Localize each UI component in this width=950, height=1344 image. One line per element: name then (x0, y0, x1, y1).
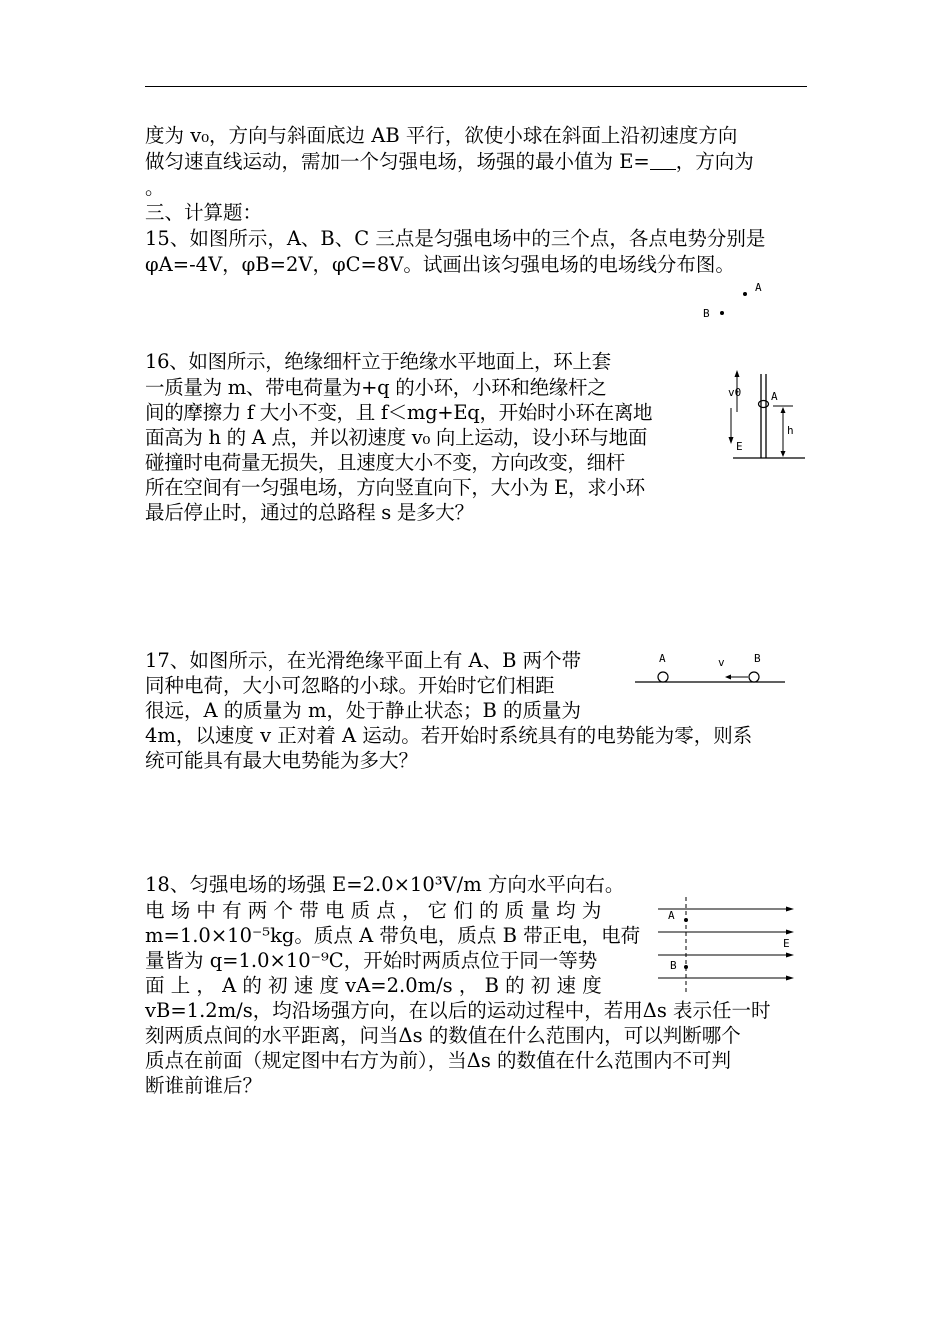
ring (759, 401, 769, 408)
q18-line-9: 断谁前谁后？ (145, 1074, 263, 1097)
q17-figure (630, 648, 790, 693)
particle-b (684, 965, 688, 969)
header-rule (145, 86, 807, 87)
particle-a-label: A (668, 909, 675, 922)
h-label: h (787, 424, 794, 437)
field-arrow-1 (786, 907, 794, 912)
q18-line-7: 刻两质点间的水平距离，问当Δs 的数值在什么范围内，可以判断哪个 (145, 1024, 741, 1047)
q18-line-5: 面 上 ， A 的 初 速 度 vA=2.0m/s ， B 的 初 速 度 (145, 974, 602, 997)
h-arrowhead-top (781, 407, 786, 413)
point-b-label: B (703, 307, 710, 320)
field-arrow-3 (786, 953, 794, 958)
point-a-dot (743, 292, 747, 296)
q18-line-4: 量皆为 q=1.0×10⁻⁹C，开始时两质点位于同一等势 (145, 949, 598, 972)
q16-line-6: 所在空间有一匀强电场，方向竖直向下，大小为 E，求小环 (145, 476, 645, 499)
q15-line-2-tail: 试画出该匀强电场的电场线分布图。 (422, 253, 735, 276)
q16-line-3: 间的摩擦力 f 大小不变，且 f＜mg+Eq，开始时小环在离地 (145, 401, 653, 424)
ball-b (749, 672, 759, 682)
ball-a-label: A (659, 652, 666, 665)
q18-line-1: 18、匀强电场的场强 E=2.0×10³V/m 方向水平向右。 (145, 873, 625, 896)
q16-line-4: 面高为 h 的 A 点，并以初速度 v₀ 向上运动，设小环与地面 (145, 426, 648, 449)
q16-line-5: 碰撞时电荷量无损失，且速度大小不变，方向改变，细杆 (145, 451, 626, 474)
particle-a (684, 918, 688, 922)
q17-line-2: 同种电荷，大小可忽略的小球。开始时它们相距 (145, 674, 555, 697)
q18-line-2: 电 场 中 有 两 个 带 电 质 点 ， 它 们 的 质 量 均 为 (145, 899, 602, 922)
point-a-label: A (771, 390, 778, 403)
q16-line-1: 16、如图所示，绝缘细杆立于绝缘水平地面上，环上套 (145, 350, 611, 373)
section-heading: 三、计算题： (145, 201, 263, 224)
field-arrow-4 (786, 976, 794, 981)
intro-line-2-tail: ，方向为 (675, 150, 754, 173)
field-arrow-2 (786, 930, 794, 935)
q16-line-2: 一质量为 m、带电荷量为+q 的小环，小环和绝缘杆之 (145, 376, 607, 399)
q16-line-7: 最后停止时，通过的总路程 s 是多大？ (145, 501, 474, 524)
point-b-dot (720, 311, 724, 315)
answer-blank[interactable] (650, 153, 676, 170)
velocity-arrowhead (725, 675, 731, 680)
e-arrowhead (729, 437, 734, 444)
v0-label: v0 (728, 386, 742, 399)
intro-line-2 (145, 149, 754, 174)
intro-line-1: 度为 v₀，方向与斜面底边 AB 平行，欲使小球在斜面上沿初速度方向 (145, 124, 738, 147)
q18-line-3: m=1.0×10⁻⁵kg。质点 A 带负电，质点 B 带正电，电荷 (145, 924, 641, 947)
q15-phi-a: φA=-4V， (145, 253, 242, 276)
ball-b-label: B (754, 652, 761, 665)
q18-line-6: vB=1.2m/s，均沿场强方向，在以后的运动过程中，若用Δs 表示任一时 (145, 999, 771, 1022)
q16-figure (725, 368, 810, 468)
q15-phi-c: φC=8V。 (331, 253, 423, 276)
particle-b-label: B (670, 959, 677, 972)
q18-figure (650, 895, 800, 995)
h-arrowhead-bottom (781, 451, 786, 457)
q18-line-8: 质点在前面（规定图中右方为前），当Δs 的数值在什么范围内不可判 (145, 1049, 732, 1072)
v0-arrowhead (735, 370, 740, 377)
q15-figure (695, 278, 775, 328)
q17-line-3: 很远，A 的质量为 m，处于静止状态；B 的质量为 (145, 699, 581, 722)
q17-line-5: 统可能具有最大电势能为多大？ (145, 749, 419, 772)
q15-phi-b: φB=2V， (241, 253, 332, 276)
intro-line-2-text: 做匀速直线运动，需加一个匀强电场，场强的最小值为 E= (145, 150, 650, 173)
q17-line-4: 4m，以速度 v 正对着 A 运动。若开始时系统具有的电势能为零，则系 (145, 724, 753, 747)
q15-line-1: 15、如图所示，A、B、C 三点是匀强电场中的三个点，各点电势分别是 (145, 227, 766, 250)
field-e-label: E (783, 937, 790, 950)
e-label: E (736, 440, 743, 453)
velocity-label: v (718, 656, 725, 669)
q15-line-2 (145, 252, 735, 277)
ball-a (658, 672, 668, 682)
point-a-label: A (755, 281, 762, 294)
intro-line-3: 。 (145, 176, 165, 199)
q17-line-1: 17、如图所示，在光滑绝缘平面上有 A、B 两个带 (145, 649, 582, 672)
